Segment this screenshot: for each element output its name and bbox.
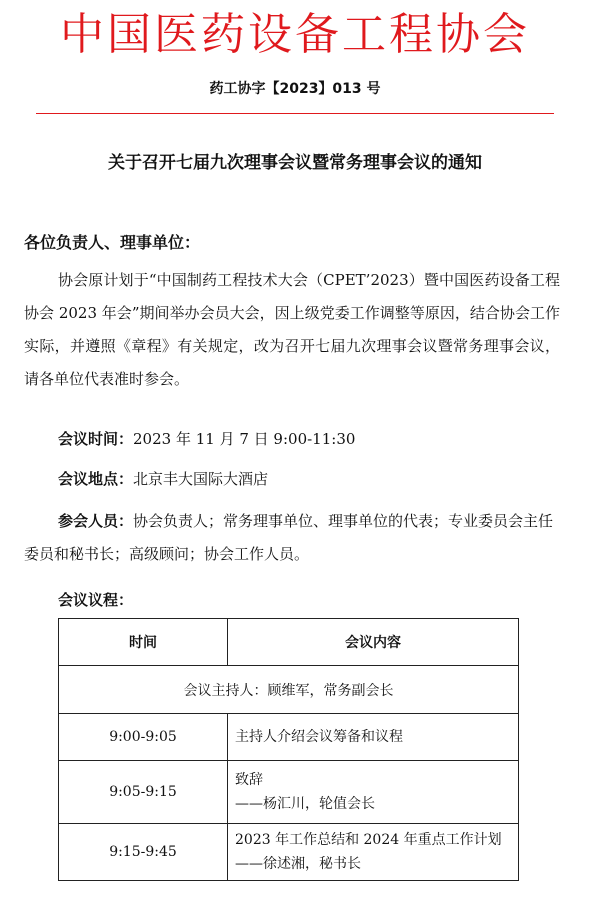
table-row bbox=[59, 761, 519, 824]
agenda-content-line: 2023 年工作总结和 2024 年重点工作计划 bbox=[235, 832, 502, 848]
agenda-content-line: ——徐述湘，秘书长 bbox=[235, 856, 361, 872]
meeting-time-label: 会议时间： bbox=[58, 430, 134, 448]
table-row bbox=[59, 714, 519, 761]
body-paragraph: 协会原计划于“中国制药工程技术大会（CPET’2023）暨中国医药设备工程协会 2023 年会”期间举办会员大会，因上级党委工作调整等原因，结合协会工作实际，并遵照《章程》有关规定，改为召开七届九次理事会议暨常务理事会议，请各单位代表准时参会。 bbox=[24, 271, 560, 388]
agenda-host-row bbox=[59, 666, 519, 714]
table-row bbox=[59, 824, 519, 881]
participants-value: 协会负责人；常务理事单位、理事单位的代表；专业委员会主任委员和秘书长；高级顾问；协会工作人员。 bbox=[24, 512, 554, 563]
participants bbox=[24, 505, 560, 571]
meeting-place bbox=[58, 463, 268, 496]
agenda-table bbox=[58, 618, 519, 881]
agenda-heading: 会议议程： bbox=[58, 591, 134, 609]
column-header-time: 时间 bbox=[59, 619, 228, 666]
column-header-content: 会议内容 bbox=[228, 619, 519, 666]
meeting-place-label: 会议地点： bbox=[58, 470, 134, 488]
agenda-content bbox=[228, 761, 519, 824]
agenda-header-row bbox=[59, 619, 519, 666]
org-name-header: 中国医药设备工程协会 bbox=[60, 9, 530, 60]
agenda-host: 会议主持人：顾维军，常务副会长 bbox=[59, 666, 519, 714]
meeting-time bbox=[58, 423, 355, 456]
agenda-content-line: 主持人介绍会议筹备和议程 bbox=[235, 729, 403, 745]
agenda-content-line: ——杨汇川，轮值会长 bbox=[235, 796, 375, 812]
agenda-content bbox=[228, 824, 519, 881]
red-divider bbox=[36, 113, 554, 114]
agenda-time: 9:15-9:45 bbox=[59, 824, 228, 881]
agenda-content-line: 致辞 bbox=[235, 772, 263, 788]
meeting-time-value: 2023 年 11 月 7 日 9:00-11:30 bbox=[133, 430, 356, 448]
agenda-time: 9:00-9:05 bbox=[59, 714, 228, 761]
participants-label: 参会人员： bbox=[58, 512, 134, 530]
agenda-content bbox=[228, 714, 519, 761]
document-number: 药工协字【2023】013 号 bbox=[209, 81, 381, 97]
agenda-time: 9:05-9:15 bbox=[59, 761, 228, 824]
document-title: 关于召开七届九次理事会议暨常务理事会议的通知 bbox=[108, 153, 482, 173]
salutation: 各位负责人、理事单位： bbox=[24, 233, 201, 252]
meeting-place-value: 北京丰大国际大酒店 bbox=[133, 470, 269, 488]
